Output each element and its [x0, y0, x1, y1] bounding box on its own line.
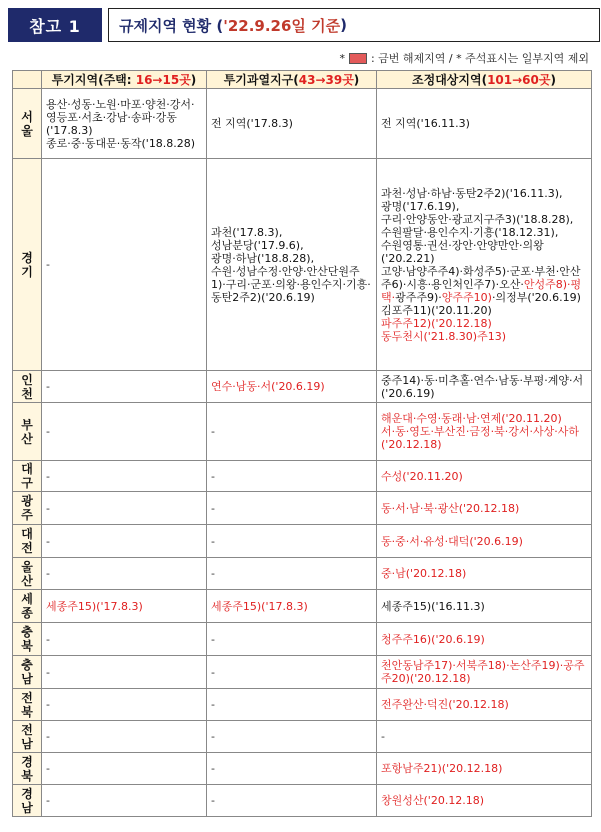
table-cell-c2: [207, 492, 377, 525]
table-cell-c2: [207, 721, 377, 753]
table-row: [13, 461, 592, 492]
table-cell-c3: [377, 623, 592, 656]
table-cell-c3: [377, 525, 592, 558]
table-cell-c1: [42, 689, 207, 721]
table-cell-c1: [42, 558, 207, 590]
table-cell-c1: [42, 721, 207, 753]
table-cell-c2: [207, 525, 377, 558]
cell-text: -: [211, 698, 215, 711]
table-cell-c1: [42, 623, 207, 656]
table-row: [13, 371, 592, 403]
cell-text: -: [46, 258, 50, 271]
table-row: [13, 558, 592, 590]
cell-text: 해운대·수영·동래·남·연제('20.11.20) 서·동·영도·부산진·금정·북·강서·사상·사하('20.12.18): [381, 412, 579, 451]
note-text: : 금번 해제지역 / * 주석표시는 일부지역 제외: [370, 52, 589, 65]
cell-text: -: [211, 425, 215, 438]
region-label: 광 주: [13, 492, 42, 525]
table-row: [13, 721, 592, 753]
region-label: 대 전: [13, 525, 42, 558]
cell-text: -: [46, 425, 50, 438]
table-cell-c1: [42, 590, 207, 623]
cell-text: 세종주15)('17.8.3): [211, 599, 308, 613]
table-cell-c3: [377, 461, 592, 492]
column-header-speculation: 투기지역(주택: 16→15곳): [42, 71, 207, 89]
table-cell-c1: [42, 461, 207, 492]
region-label: 전 북: [13, 689, 42, 721]
table-cell-c1: [42, 525, 207, 558]
note-prefix: *: [339, 51, 345, 65]
table-row: [13, 785, 592, 817]
table-row: [13, 403, 592, 461]
cell-text: 중·남('20.12.18): [381, 567, 467, 580]
cell-text: -: [46, 469, 50, 483]
cell-text: 청주주16)('20.6.19): [381, 632, 485, 646]
table-cell-c3: [377, 89, 592, 159]
cell-text: -: [211, 534, 215, 548]
cell-text: -: [46, 501, 50, 515]
table-row: [13, 525, 592, 558]
cell-text: 전 지역('16.11.3): [381, 117, 470, 130]
table-cell-c3: [377, 558, 592, 590]
table-row: [13, 753, 592, 785]
cell-text: 수성('20.11.20): [381, 469, 463, 483]
region-label: 전 남: [13, 721, 42, 753]
cell-text: 과천('17.8.3), 성남분당('17.9.6), 광명·하남('18.8.28), 수원·성남수정·안양·안산단원주1)·구리·군포·의왕·용인수지·기흥·동탄2주2)('20.6.19): [211, 225, 371, 304]
table-cell-c3: [377, 371, 592, 403]
table-cell-c1: [42, 785, 207, 817]
cell-text: 연수·남동·서('20.6.19): [211, 380, 325, 393]
table-cell-c3: [377, 656, 592, 689]
cell-text: -: [46, 665, 50, 679]
table-cell-c2: [207, 558, 377, 590]
cell-text: 전 지역('17.8.3): [211, 117, 293, 130]
region-label: 경 북: [13, 753, 42, 785]
table-cell-c1: [42, 159, 207, 371]
page-title: [108, 8, 600, 42]
cell-text: -: [211, 501, 215, 515]
cell-text: 세종주15)('16.11.3): [381, 599, 485, 613]
cell-text-segment: 광주주9)·: [395, 290, 442, 304]
cell-text: -: [211, 632, 215, 646]
table-cell-c2: [207, 403, 377, 461]
legend-note: [339, 50, 589, 66]
column-header-overheated: 투기과열지구(43→39곳): [207, 71, 377, 89]
cell-text: 동·서·남·북·광산('20.12.18): [381, 501, 520, 515]
region-label: 인 천: [13, 371, 42, 403]
table-cell-c3: [377, 753, 592, 785]
table-cell-c1: [42, 89, 207, 159]
regulation-table: [12, 70, 592, 817]
table-cell-c1: [42, 753, 207, 785]
cell-text: 용산·성동·노원·마포·양천·강서·영등포·서초·강남·송파·강동('17.8.3) 종로·중·동대문·동작('18.8.28): [46, 97, 196, 150]
region-label: 경 기: [13, 159, 42, 371]
cell-text: 중주14)·동·미추홀·연수·남동·부평·계양·서('20.6.19): [381, 373, 584, 400]
table-row: [13, 159, 592, 371]
cell-text: -: [46, 380, 50, 393]
cell-text-segment: 과천·성남·하남·동탄2주2)('16.11.3), 광명('17.6.19), 구리·안양동안·광교지구주3)('18.8.28), 수원팔달·용인수지·기흥('18.12.31), 수원영통·권선·장안·안양만안·의왕('20.2.21) 고양·남양주주4)·화성주5)·군포·부천·안산주6)·시흥·용인처인주7)·오산·: [381, 186, 581, 291]
table-cell-c2: [207, 159, 377, 371]
table-cell-c3: [377, 721, 592, 753]
cell-text-segment: 안성주8)·평택·: [381, 277, 582, 304]
table-cell-c2: [207, 590, 377, 623]
title-close: ): [340, 16, 347, 34]
table-row: [13, 89, 592, 159]
cell-text-segment: ·의정부('20.6.19) 김포주11)('20.11.20): [381, 290, 581, 317]
region-label: 대 구: [13, 461, 42, 492]
cell-text-segment: 파주주12)('20.12.18) 동두천시('21.8.30)주13): [381, 316, 507, 343]
cell-text: 창원성산('20.12.18): [381, 794, 485, 807]
cell-text: -: [46, 762, 50, 775]
region-label: 충 남: [13, 656, 42, 689]
region-label: 경 남: [13, 785, 42, 817]
table-cell-c2: [207, 785, 377, 817]
table-row: [13, 689, 592, 721]
table-cell-c3: [377, 492, 592, 525]
region-label: 서 울: [13, 89, 42, 159]
cell-text: -: [46, 567, 50, 580]
table-row: [13, 656, 592, 689]
column-header-adjustment: 조정대상지역(101→60곳): [377, 71, 592, 89]
region-label: 부 산: [13, 403, 42, 461]
table-cell-c3: [377, 159, 592, 371]
table-cell-c2: [207, 89, 377, 159]
table-cell-c1: [42, 371, 207, 403]
title-row: [8, 8, 593, 42]
table-cell-c2: [207, 623, 377, 656]
cell-text: -: [211, 567, 215, 580]
table-cell-c2: [207, 689, 377, 721]
cell-text: -: [46, 794, 50, 807]
cell-text: 전주완산·덕진('20.12.18): [381, 698, 509, 711]
cell-text: -: [211, 469, 215, 483]
table-header-row: [13, 71, 592, 89]
table-row: [13, 492, 592, 525]
table-cell-c3: [377, 590, 592, 623]
region-label: 세 종: [13, 590, 42, 623]
cell-text: -: [46, 632, 50, 646]
table-cell-c2: [207, 656, 377, 689]
reference-badge: 참고 1: [8, 8, 102, 42]
table-cell-c2: [207, 461, 377, 492]
cell-text: -: [46, 534, 50, 548]
cell-text: -: [211, 730, 215, 743]
table-cell-c1: [42, 403, 207, 461]
cell-text: -: [211, 762, 215, 775]
table-cell-c1: [42, 492, 207, 525]
table-cell-c3: [377, 689, 592, 721]
region-label: 울 산: [13, 558, 42, 590]
table-cell-c3: [377, 403, 592, 461]
table-cell-c2: [207, 371, 377, 403]
region-header: [13, 71, 42, 89]
red-swatch-icon: [349, 53, 367, 64]
title-date: '22.9.26일 기준: [223, 16, 341, 35]
cell-text: 세종주15)('17.8.3): [46, 599, 143, 613]
cell-text: 동·중·서·유성·대덕('20.6.19): [381, 534, 523, 548]
table-row: [13, 623, 592, 656]
cell-text-segment: 양주주10): [441, 290, 492, 304]
region-label: 충 북: [13, 623, 42, 656]
cell-text: -: [381, 730, 385, 743]
cell-text: 포항남주21)('20.12.18): [381, 762, 503, 775]
table-cell-c1: [42, 656, 207, 689]
table-cell-c2: [207, 753, 377, 785]
cell-text: -: [46, 698, 50, 711]
cell-text: -: [46, 730, 50, 743]
table-row: [13, 590, 592, 623]
title-main: 규제지역 현황 (: [119, 16, 224, 35]
cell-text: 천안동남주17)·서북주18)·논산주19)·공주주20)('20.12.18): [381, 659, 585, 685]
cell-text: -: [211, 794, 215, 807]
table-cell-c3: [377, 785, 592, 817]
cell-text: -: [211, 665, 215, 679]
